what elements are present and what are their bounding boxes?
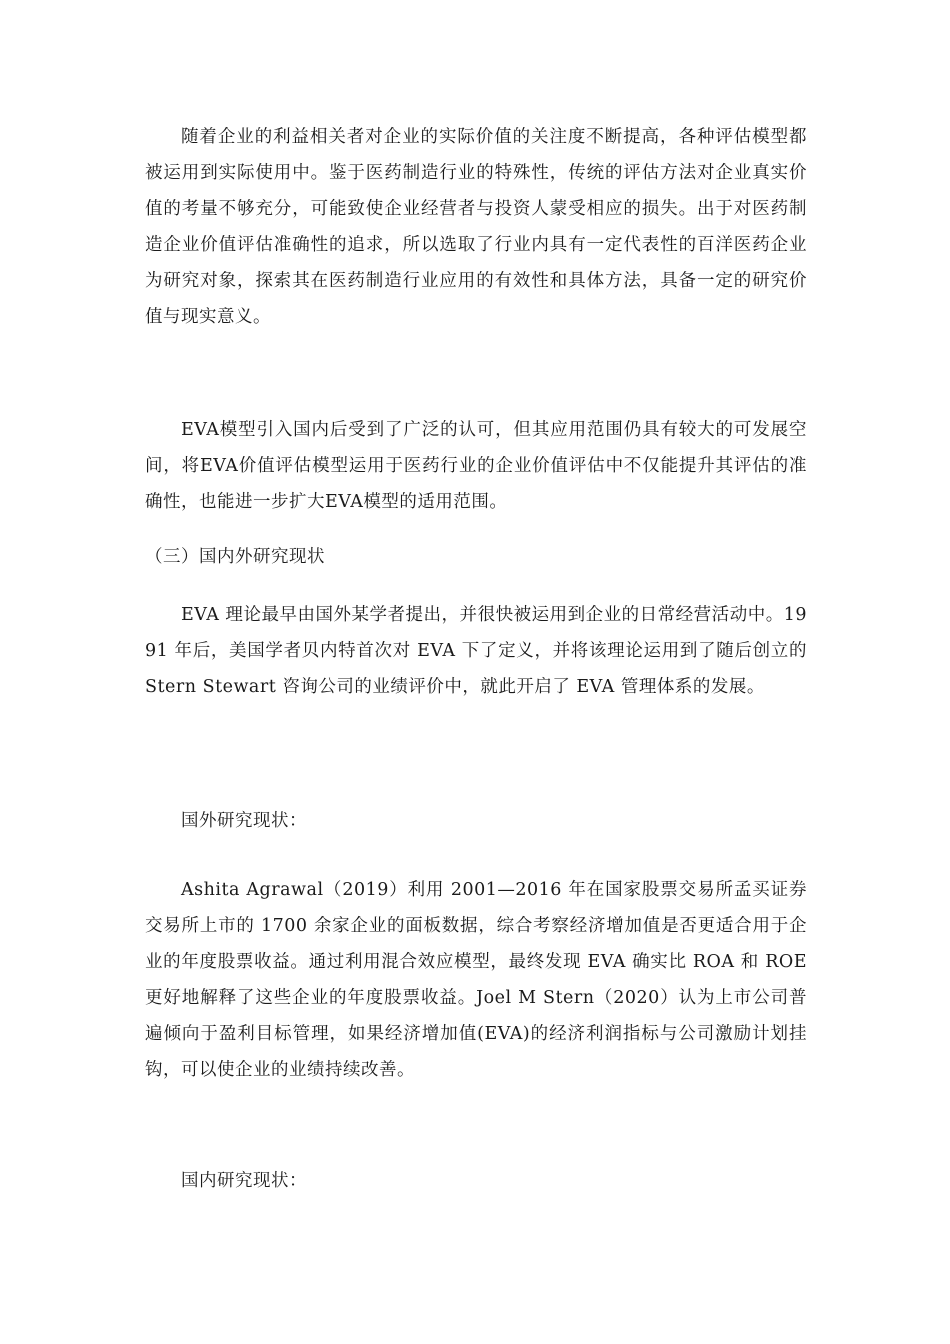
subheading-foreign-research: 国外研究现状： [181, 811, 307, 831]
paragraph-eva-theory-origin: EVA 理论最早由国外某学者提出，并很快被运用到企业的日常经营活动中。1991 年后，美国学者贝内特首次对 EVA 下了定义，并将该理论运用到了随后创立的Stern Stewart 咨询公司的业绩评价中，就此开启了 EVA 管理体系的发展。 [145, 605, 807, 697]
section-heading-research-status: （三）国内外研究现状 [145, 547, 325, 567]
paragraph-research-significance: 随着企业的利益相关者对企业的实际价值的关注度不断提高，各种评估模型都被运用到实际使用中。鉴于医药制造行业的特殊性，传统的评估方法对企业真实价值的考量不够充分，可能致使企业经营者与投资人蒙受相应的损失。出于对医药制造企业价值评估准确性的追求，所以选取了行业内具有一定代表性的百洋医药企业为研究对象，探索其在医药制造行业应用的有效性和具体方法，具备一定的研究价值与现实意义。 [145, 127, 807, 327]
paragraph-eva-domestic-application: EVA模型引入国内后受到了广泛的认可，但其应用范围仍具有较大的可发展空间，将EVA价值评估模型运用于医药行业的企业价值评估中不仅能提升其评估的准确性，也能进一步扩大EVA模型的适用范围。 [145, 420, 807, 512]
subheading-domestic-research: 国内研究现状： [181, 1171, 307, 1191]
paragraph-foreign-research-details: Ashita Agrawal（2019）利用 2001—2016 年在国家股票交易所孟买证券交易所上市的 1700 余家企业的面板数据，综合考察经济增加值是否更适合用于企业的年度股票收益。通过利用混合效应模型，最终发现 EVA 确实比 ROA 和 ROE 更好地解释了这些企业的年度股票收益。Joel M Stern（2020）认为上市公司普遍倾向于盈利目标管理，如果经济增加值(EVA)的经济利润指标与公司激励计划挂钩，可以使企业的业绩持续改善。 [145, 880, 807, 1080]
